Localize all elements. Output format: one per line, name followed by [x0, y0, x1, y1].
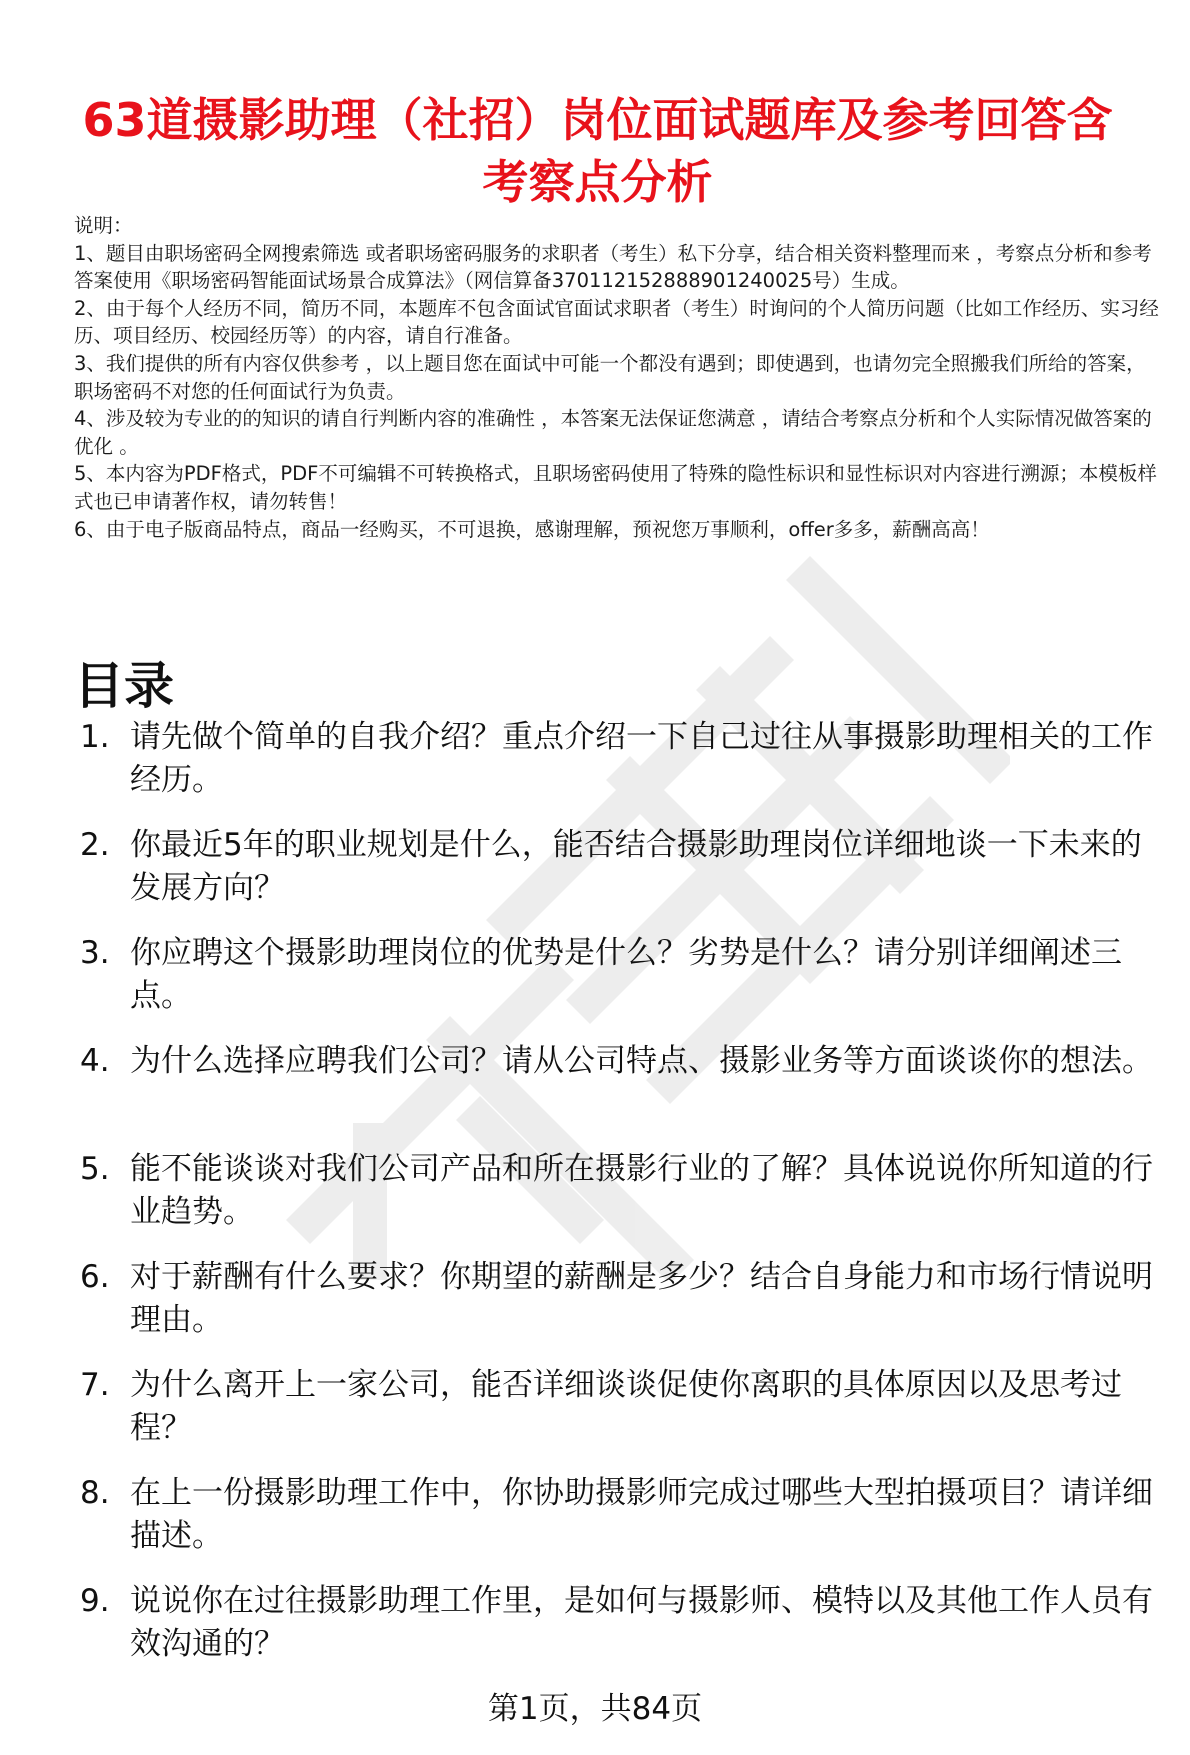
- toc-item[interactable]: [74, 1472, 1164, 1558]
- toc-item-text[interactable]: 你应聘这个摄影助理岗位的优势是什么？劣势是什么？请分别详细阐述三点。: [130, 935, 1122, 1014]
- toc-item-text[interactable]: 为什么选择应聘我们公司？请从公司特点、摄影业务等方面谈谈你的想法。: [130, 1043, 1153, 1079]
- note-item: 2、由于每个人经历不同，简历不同，本题库不包含面试官面试求职者（考生）时询问的个人简历问题（比如工作经历、实习经历、项目经历、校园经历等）的内容，请自行准备。: [74, 296, 1159, 348]
- toc-item-number: 4.: [80, 1043, 110, 1079]
- toc-item-text[interactable]: 你最近5年的职业规划是什么，能否结合摄影助理岗位详细地谈一下未来的发展方向？: [130, 827, 1142, 906]
- toc-item-text[interactable]: 对于薪酬有什么要求？你期望的薪酬是多少？结合自身能力和市场行情说明理由。: [130, 1259, 1153, 1338]
- note-item: 6、由于电子版商品特点，商品一经购买，不可退换，感谢理解，预祝您万事顺利，offer多多，薪酬高高！: [74, 517, 990, 541]
- note-item: 4、涉及较为专业的的知识的请自行判断内容的准确性 ，本答案无法保证您满意 ，请结合考察点分析和个人实际情况做答案的优化 。: [74, 407, 1152, 458]
- toc-item[interactable]: [74, 1148, 1164, 1234]
- toc-item-number: 3.: [80, 935, 110, 971]
- toc-item-text[interactable]: 能不能谈谈对我们公司产品和所在摄影行业的了解？具体说说你所知道的行业趋势。: [130, 1151, 1153, 1230]
- toc-item[interactable]: [74, 1040, 1164, 1126]
- toc-item[interactable]: [74, 1580, 1164, 1666]
- toc-item-number: 1.: [80, 719, 110, 755]
- toc-item-text[interactable]: 请先做个简单的自我介绍？重点介绍一下自己过往从事摄影助理相关的工作经历。: [130, 719, 1153, 798]
- toc-item-number: 8.: [80, 1475, 110, 1511]
- toc-item-number: 9.: [80, 1583, 110, 1619]
- notes-heading: 说明：: [74, 214, 133, 237]
- toc-item[interactable]: [74, 716, 1164, 802]
- toc-item-number: 5.: [80, 1151, 110, 1187]
- toc-item-number: 2.: [80, 827, 110, 863]
- toc-item-number: 6.: [80, 1259, 110, 1295]
- toc-list: [74, 716, 1164, 1688]
- page-number-footer: 第1页，共84页: [487, 1691, 703, 1727]
- toc-heading: 目录: [74, 656, 174, 715]
- document-title: 63道摄影助理（社招）岗位面试题库及参考回答含考察点分析: [82, 92, 1113, 209]
- toc-item[interactable]: [74, 1256, 1164, 1342]
- toc-item[interactable]: [74, 932, 1164, 1018]
- note-item: 3、我们提供的所有内容仅供参考 ，以上题目您在面试中可能一个都没有遇到；即使遇到，也请勿完全照搬我们所给的答案，职场密码不对您的任何面试行为负责。: [74, 351, 1146, 403]
- note-item: 5、本内容为PDF格式，PDF不可编辑不可转换格式，且职场密码使用了特殊的隐性标识和显性标识对内容进行溯源；本模板样式也已申请著作权，请勿转售！: [74, 462, 1157, 513]
- toc-item-text[interactable]: 在上一份摄影助理工作中，你协助摄影师完成过哪些大型拍摄项目？请详细描述。: [130, 1475, 1153, 1554]
- toc-item[interactable]: [74, 1364, 1164, 1450]
- toc-item-text[interactable]: 为什么离开上一家公司，能否详细谈谈促使你离职的具体原因以及思考过程？: [130, 1367, 1122, 1446]
- toc-item-text[interactable]: 说说你在过往摄影助理工作里，是如何与摄影师、模特以及其他工作人员有效沟通的？: [130, 1583, 1153, 1662]
- note-item: 1、题目由职场密码全网搜索筛选 或者职场密码服务的求职者（考生）私下分享，结合相关资料整理而来 ，考察点分析和参考答案使用《职场密码智能面试场景合成算法》（网信算备370112152888901240025号）生成。: [74, 241, 1152, 293]
- toc-item[interactable]: [74, 824, 1164, 910]
- notes-section: [74, 212, 1164, 543]
- toc-item-number: 7.: [80, 1367, 110, 1403]
